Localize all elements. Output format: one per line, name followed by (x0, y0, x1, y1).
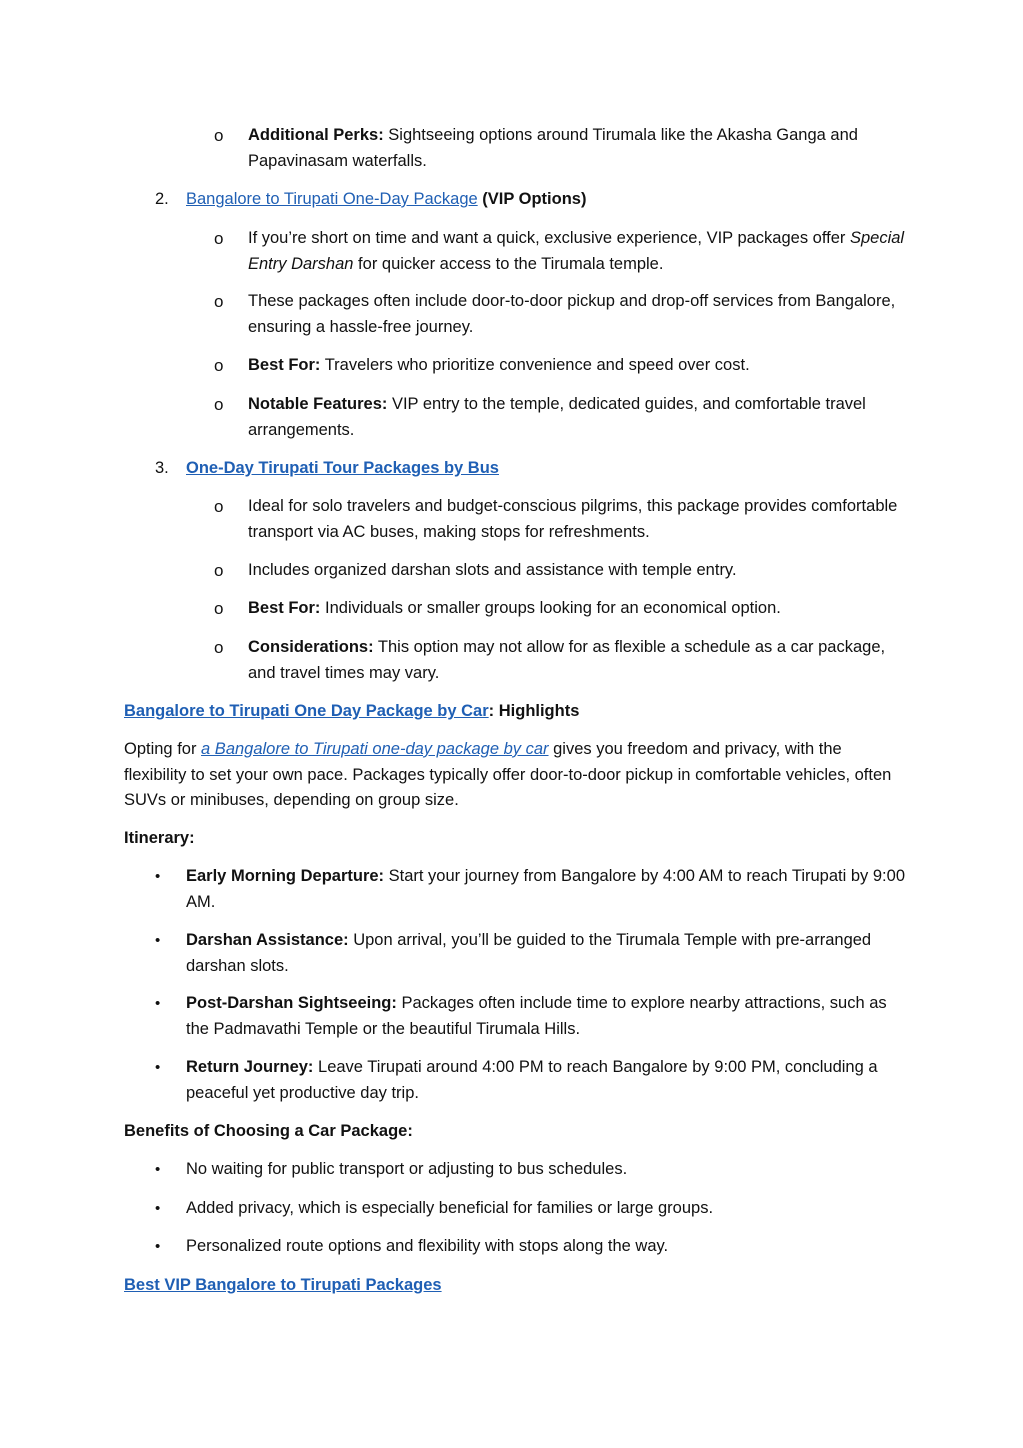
sub-item-notable-features (214, 392, 908, 443)
sub-bullet-marker: o (214, 292, 224, 311)
item-number: 3. (155, 459, 169, 477)
considerations-label: Considerations: (248, 638, 374, 656)
benefit-text: Added privacy, which is especially beneficial for families or large groups. (186, 1199, 714, 1217)
car-section-heading (124, 699, 908, 725)
sub-text: VIP entry to the temple, dedicated guides, and comfortable travel arrangements. (248, 395, 866, 439)
intro-text: Opting for (124, 740, 202, 758)
sub-text: If you’re short on time and want a quick, exclusive experience, VIP packages offer (248, 229, 850, 247)
bullet-marker: • (155, 932, 161, 949)
sub-text: This option may not allow for as flexible a schedule as a car package, and travel times may vary. (248, 638, 886, 682)
itinerary-label: Post-Darshan Sightseeing: (186, 994, 397, 1012)
link-best-vip-packages[interactable]: Best VIP Bangalore to Tirupati Packages (124, 1276, 442, 1294)
itinerary-text: Upon arrival, you’ll be guided to the Tirumala Temple with pre-arranged darshan slots. (186, 931, 872, 975)
benefits-heading: Benefits of Choosing a Car Package: (124, 1122, 413, 1140)
vip-packages-heading (124, 1273, 908, 1299)
itinerary-item (155, 991, 908, 1042)
sub-bullet-marker: o (214, 561, 224, 580)
itinerary-heading: Itinerary: (124, 829, 195, 847)
benefit-text: No waiting for public transport or adjusting to bus schedules. (186, 1160, 628, 1178)
sub-bullet-marker: o (214, 395, 224, 414)
sub-text: Travelers who prioritize convenience and speed over cost. (320, 356, 750, 374)
bullet-marker: • (155, 1238, 161, 1255)
best-for-label: Best For: (248, 599, 321, 617)
item-number: 2. (155, 190, 169, 208)
vip-options-label: (VIP Options) (482, 190, 587, 208)
sub-bullet-marker: o (214, 638, 224, 657)
sub-item-best-for (214, 353, 908, 379)
special-entry-darshan: Special Entry Darshan (248, 229, 905, 273)
sub-item-door-to-door (214, 289, 908, 340)
benefit-item (155, 1234, 908, 1260)
sub-text: Includes organized darshan slots and assistance with temple entry. (248, 561, 737, 579)
link-one-day-tirupati-bus[interactable]: One-Day Tirupati Tour Packages by Bus (186, 459, 499, 477)
heading-suffix: : Highlights (488, 702, 580, 720)
car-intro-paragraph (124, 737, 908, 814)
bullet-marker: • (155, 1059, 161, 1076)
sub-item-short-on-time (214, 226, 908, 277)
sub-bullet-marker: o (214, 229, 224, 248)
sub-bullet-marker: o (214, 599, 224, 618)
sub-bullet-marker: o (214, 497, 224, 516)
itinerary-label: Return Journey: (186, 1058, 314, 1076)
sub-item-best-for-bus (214, 596, 908, 622)
itinerary-text: Leave Tirupati around 4:00 PM to reach Bangalore by 9:00 PM, concluding a peaceful yet productive day trip. (186, 1058, 878, 1102)
itinerary-label: Early Morning Departure: (186, 867, 385, 885)
itinerary-text: Packages often include time to explore nearby attractions, such as the Padmavathi Temple or the beautiful Tirumala Hills. (186, 994, 887, 1038)
itinerary-label: Darshan Assistance: (186, 931, 349, 949)
bullet-marker: • (155, 1161, 161, 1178)
sub-item-ideal-solo (214, 494, 908, 545)
itinerary-item (155, 1055, 908, 1106)
sub-item-considerations (214, 635, 908, 686)
sub-text: for quicker access to the Tirumala temple. (353, 254, 664, 273)
best-for-label: Best For: (248, 356, 321, 374)
sub-bullet-marker: o (214, 126, 224, 145)
link-bangalore-tirupati-one-day-package[interactable]: Bangalore to Tirupati One-Day Package (186, 190, 478, 208)
list-item-2 (155, 187, 908, 213)
itinerary-item (155, 928, 908, 979)
sub-item-additional-perks (214, 123, 908, 174)
benefit-item (155, 1157, 908, 1183)
perks-label: Additional Perks: (248, 126, 384, 144)
sub-text: Individuals or smaller groups looking for an economical option. (320, 599, 781, 617)
perks-text: Sightseeing options around Tirumala like the Akasha Ganga and Papavinasam waterfalls. (248, 126, 858, 170)
link-one-day-package-by-car[interactable]: a Bangalore to Tirupati one-day package by car (201, 740, 549, 758)
link-package-by-car[interactable]: Bangalore to Tirupati One Day Package by Car (124, 702, 489, 720)
itinerary-item (155, 864, 908, 915)
bullet-marker: • (155, 995, 161, 1012)
intro-text: gives you freedom and privacy, with the flexibility to set your own pace. Packages typically offer door-to-door pickup in comfortable vehicles, often SUVs or minibuses, depending on group size. (124, 740, 892, 809)
sub-bullet-marker: o (214, 356, 224, 375)
sub-text: These packages often include door-to-door pickup and drop-off services from Bangalore, ensuring a hassle-free journey. (248, 292, 896, 336)
bullet-marker: • (155, 1200, 161, 1217)
itinerary-text: Start your journey from Bangalore by 4:00 AM to reach Tirupati by 9:00 AM. (186, 867, 905, 911)
list-item-3 (155, 456, 908, 482)
benefit-text: Personalized route options and flexibility with stops along the way. (186, 1237, 669, 1255)
sub-text: Ideal for solo travelers and budget-conscious pilgrims, this package provides comfortable transport via AC buses, making stops for refreshments. (248, 497, 898, 541)
benefit-item (155, 1196, 908, 1222)
sub-item-darshan-slots (214, 558, 908, 584)
bullet-marker: • (155, 868, 161, 885)
notable-features-label: Notable Features: (248, 395, 388, 413)
